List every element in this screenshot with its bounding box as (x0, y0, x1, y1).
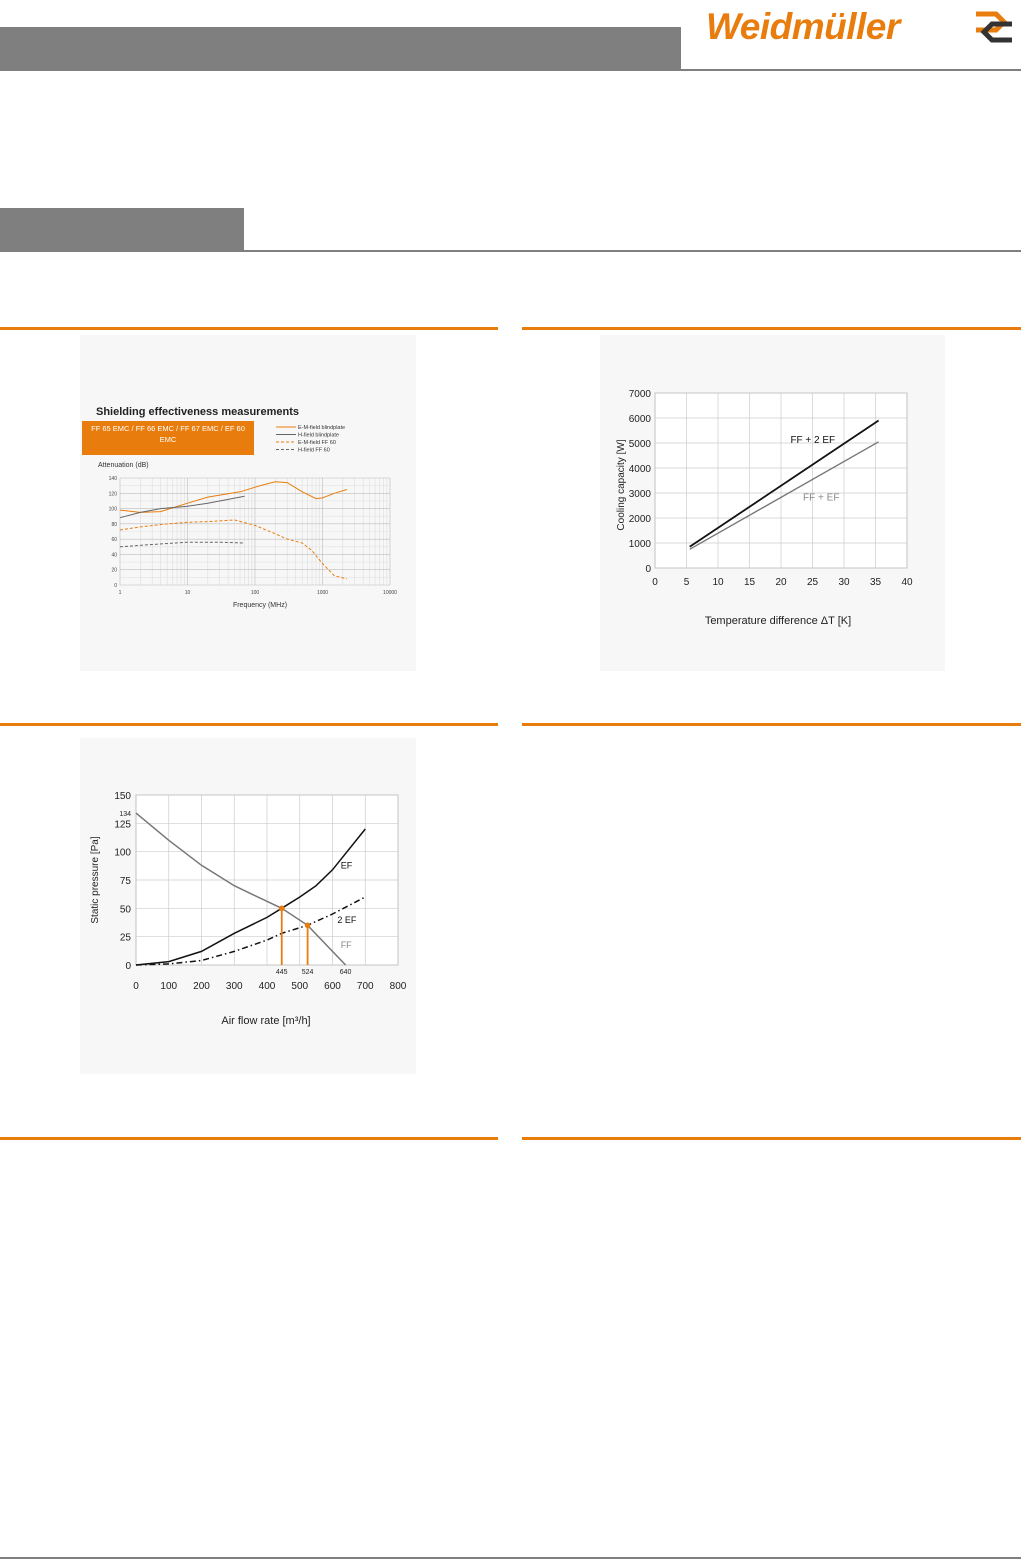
series-line (120, 542, 245, 547)
y-tick-label: 0 (645, 564, 651, 575)
y-tick-label: 40 (111, 552, 117, 559)
x-tick-label: 200 (193, 981, 210, 992)
marker-label: 524 (301, 969, 314, 976)
x-tick-label: 600 (324, 981, 341, 992)
y-tick-label: 80 (111, 521, 117, 528)
y-tick-label: 100 (114, 847, 131, 859)
marker-label: 445 (275, 969, 288, 976)
legend-label: E-M-field blindplate (298, 425, 346, 431)
y-tick-label: 5000 (628, 439, 651, 450)
series-label: FF (340, 940, 352, 950)
grid (655, 393, 907, 568)
section-tab (0, 208, 244, 250)
orange-rule (0, 723, 498, 726)
marker-point (279, 906, 285, 912)
series-label: 2 EF (337, 915, 357, 926)
x-tick-label: 20 (775, 577, 787, 588)
series-label: FF + 2 EF (790, 435, 836, 446)
x-axis-label: Air flow rate [m³/h] (221, 1015, 311, 1027)
y-axis-label: Static pressure [Pa] (90, 836, 101, 924)
chart-panel (80, 738, 416, 1074)
orange-rule (0, 327, 498, 330)
shielding-chart (80, 335, 416, 671)
grid (136, 795, 398, 965)
x-tick-label: 10000 (383, 590, 397, 596)
x-tick-label: 100 (160, 981, 178, 992)
x-tick-label: 5 (683, 577, 690, 588)
x-tick-label: 800 (389, 981, 407, 992)
y-tick-label: 25 (119, 932, 131, 944)
marker-label: 640 (339, 969, 352, 976)
grid (120, 478, 390, 585)
y-tick-label: 7000 (628, 389, 651, 400)
y-tick-label: 140 (108, 476, 117, 482)
x-tick-label: 100 (250, 590, 260, 596)
x-axis-label: Frequency (MHz) (232, 602, 288, 609)
series-line (120, 482, 347, 513)
x-tick-label: 1 (118, 590, 122, 596)
y-tick-label: 0 (125, 961, 131, 972)
orange-rule (0, 1137, 498, 1140)
series-line (120, 496, 245, 517)
y-tick-label: 4000 (628, 464, 651, 475)
y-axis-label: Attenuation (dB) (98, 462, 149, 469)
y-axis-label: Cooling capacity [W] (616, 439, 627, 531)
x-tick-label: 700 (356, 981, 374, 992)
y-tick-label: 2000 (628, 514, 651, 525)
y-tick-label: 20 (111, 567, 117, 574)
x-tick-label: 400 (258, 981, 276, 992)
series-group (120, 482, 347, 579)
section-rule (0, 250, 1021, 252)
y-tick-label: 6000 (628, 414, 651, 425)
x-tick-label: 40 (901, 577, 913, 588)
logo-wordmark: Weidmüller (706, 6, 900, 47)
series-label: EF (340, 860, 353, 871)
orange-rule (522, 1137, 1021, 1140)
static-pressure-chart (80, 738, 416, 1074)
x-tick-label: 300 (225, 981, 243, 992)
header-rule (681, 69, 1021, 71)
orange-rule (522, 723, 1021, 726)
header-bar (0, 27, 681, 71)
y-tick-label: 125 (114, 819, 131, 831)
chart-title: Shielding effectiveness measurements (96, 406, 299, 418)
marker-point (305, 923, 311, 929)
x-tick-label: 10 (184, 590, 191, 596)
series-label: FF + EF (803, 492, 840, 504)
x-tick-label: 500 (291, 981, 309, 992)
product-badge-text-wrap (84, 423, 252, 455)
series-line (120, 520, 347, 579)
y-tick-label: 100 (108, 506, 117, 513)
legend-label: H-field blindplate (298, 432, 339, 439)
x-tick-label: 35 (869, 577, 882, 588)
x-tick-label: 30 (838, 577, 850, 588)
x-tick-label: 1000 (316, 590, 329, 596)
product-badge-text: FF 65 EMC / FF 66 EMC / FF 67 EMC / EF 60 EMC (91, 424, 245, 444)
x-axis-label: Temperature difference ΔT [K] (704, 615, 852, 627)
y-tick-label: 50 (119, 904, 131, 916)
x-tick-label: 0 (133, 981, 139, 992)
y-tick-label: 120 (108, 491, 117, 498)
legend (276, 425, 345, 454)
legend-label: E-M-field FF 60 (298, 440, 336, 446)
y-tick-label: 1000 (628, 539, 651, 550)
legend-label: H-field FF 60 (298, 447, 330, 454)
footer-rule (0, 1557, 1021, 1559)
y-tick-label: 60 (111, 537, 117, 544)
y-tick-label: 75 (119, 876, 131, 887)
y-tick-label: 0 (114, 583, 117, 589)
x-tick-label: 0 (652, 577, 658, 588)
logo-mark-icon (974, 10, 1014, 44)
x-tick-label: 25 (806, 577, 819, 588)
x-tick-label: 15 (743, 577, 756, 588)
weidmuller-logo (706, 4, 1016, 50)
x-tick-label: 10 (712, 577, 724, 588)
y-tick-label: 3000 (628, 489, 651, 500)
cooling-capacity-chart (600, 335, 945, 671)
orange-rule (522, 327, 1021, 330)
chart-panel (80, 335, 416, 671)
chart-panel (600, 335, 945, 671)
y-tick-label: 150 (114, 791, 131, 802)
y-tick-label: 134 (119, 811, 131, 819)
